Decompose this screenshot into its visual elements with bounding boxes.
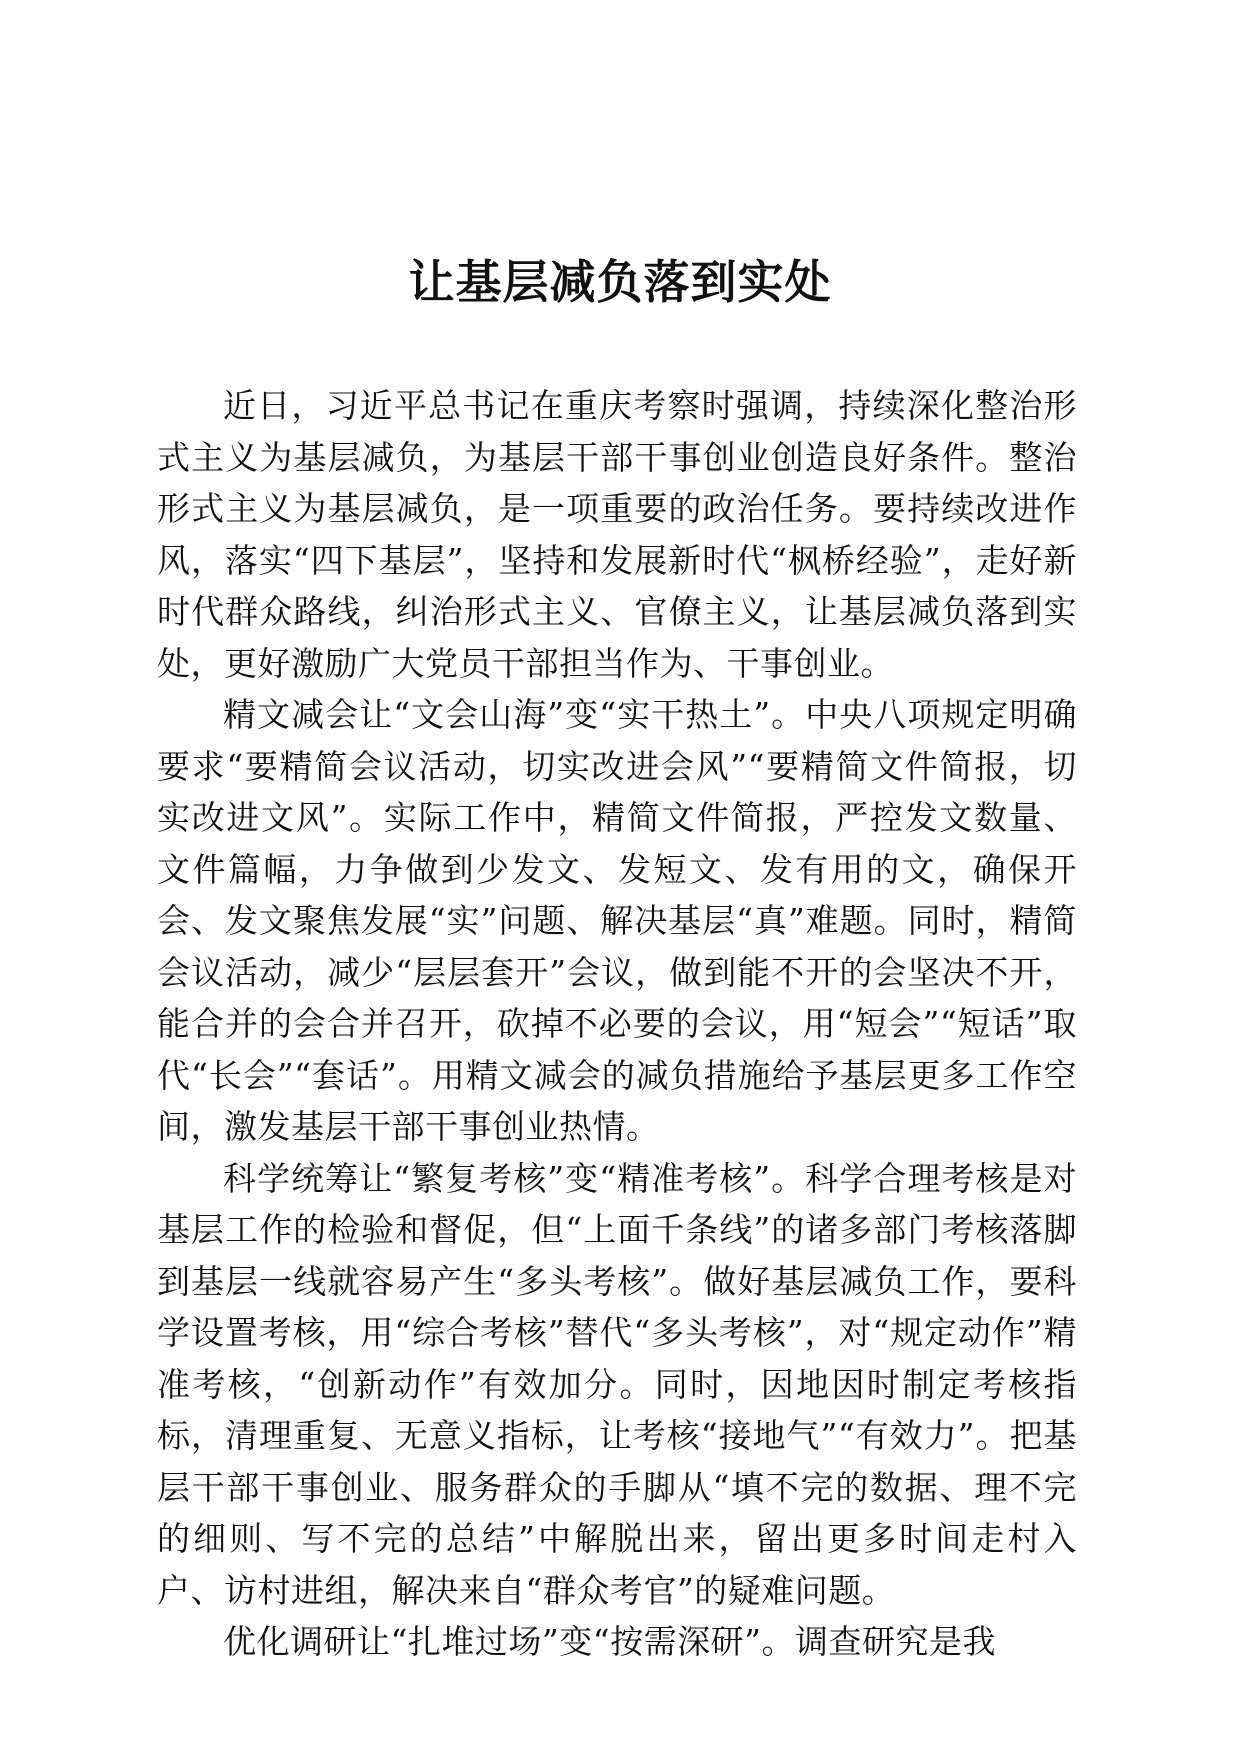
paragraph-meetings: 精文减会让“文会山海”变“实干热土”。中央八项规定明确要求“要精简会议活动，切实改进会风”“要精简文件简报，切实改进文风”。实际工作中，精简文件简报，严控发文数量、文件篇幅，力争做到少发文、发短文、发有用的文，确保开会、发文聚焦发展“实”问题、解决基层“真”难题。同时，精简会议活动，减少“层层套开”会议，做到能不开的会坚决不开，能合并的会合并召开，砍掉不必要的会议，用“短会”“短话”取代“长会”“套话”。用精文减会的减负措施给予基层更多工作空间，激发基层干部干事创业热情。: [157, 695, 1077, 1146]
document-body: [157, 380, 1077, 1668]
paragraph-research: 优化调研让“扎堆过场”变“按需深研”。调查研究是我: [223, 1622, 996, 1661]
paragraph-assessment: 科学统筹让“繁复考核”变“精准考核”。科学合理考核是对基层工作的检验和督促，但“上面千条线”的诸多部门考核落脚到基层一线就容易产生“多头考核”。做好基层减负工作，要科学设置考核，用“综合考核”替代“多头考核”，对“规定动作”精准考核，“创新动作”有效加分。同时，因地因时制定考核指标，清理重复、无意义指标，让考核“接地气”“有效力”。把基层干部干事创业、服务群众的手脚从“填不完的数据、理不完的细则、写不完的总结”中解脱出来，留出更多时间走村入户、访村进组，解决来自“群众考官”的疑难问题。: [157, 1158, 1077, 1610]
paragraph-intro: 近日，习近平总书记在重庆考察时强调，持续深化整治形式主义为基层减负，为基层干部干事创业创造良好条件。整治形式主义为基层减负，是一项重要的政治任务。要持续改进作风，落实“四下基层”，坚持和发展新时代“枫桥经验”，走好新时代群众路线，纠治形式主义、官僚主义，让基层减负落到实处，更好激励广大党员干部担当作为、干事创业。: [157, 386, 1077, 683]
document-title: 让基层减负落到实处: [408, 255, 832, 309]
